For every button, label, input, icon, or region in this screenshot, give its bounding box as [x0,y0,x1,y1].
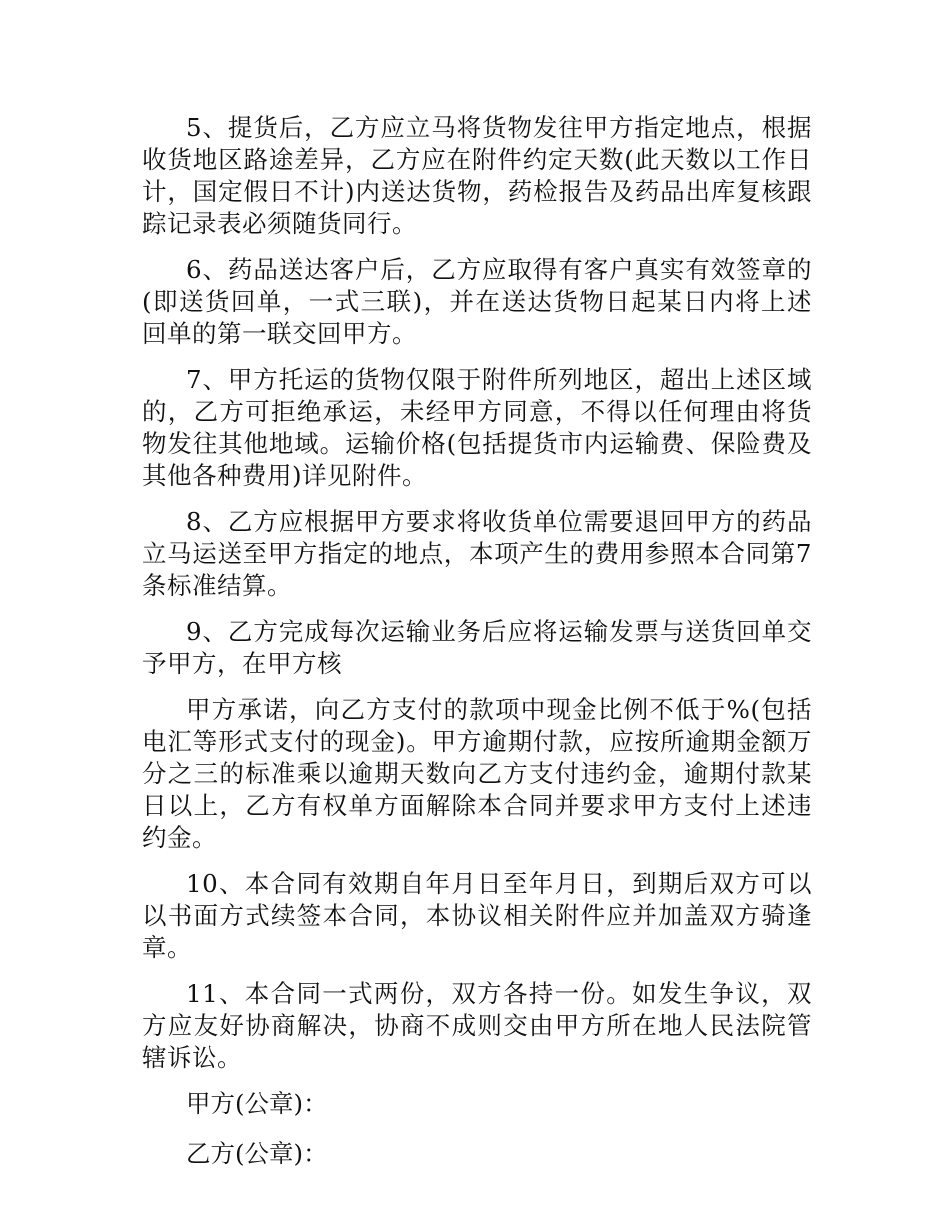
clause-11: 11、本合同一式两份，双方各持一份。如发生争议，双方应友好协商解决，协商不成则交由甲方所在地人民法院管辖诉讼。 [142,979,812,1072]
clause-6: 6、药品送达客户后，乙方应取得有客户真实有效签章的(即送货回单，一式三联)，并在送达货物日起某日内将上述回单的第一联交回甲方。 [142,255,812,348]
clause-5: 5、提货后，乙方应立马将货物发往甲方指定地点，根据收货地区路途差异，乙方应在附件约定天数(此天数以工作日计，国定假日不计)内送达货物，药检报告及药品出库复核跟踪记录表必须随货同行。 [142,113,812,238]
document-body [142,112,812,1188]
clause-10: 10、本合同有效期自年月日至年月日，到期后双方可以以书面方式续签本合同，本协议相关附件应并加盖双方骑逢章。 [142,869,812,962]
party-a-seal: 甲方(公章)： [186,1089,328,1118]
clause-8: 8、乙方应根据甲方要求将收货单位需要退回甲方的药品立马运送至甲方指定的地点，本项产生的费用参照本合同第7条标准结算。 [142,507,812,600]
party-b-seal: 乙方(公章)： [186,1139,328,1168]
clause-9: 9、乙方完成每次运输业务后应将运输发票与送货回单交予甲方，在甲方核 [142,617,812,678]
clause-7: 7、甲方托运的货物仅限于附件所列地区，超出上述区域的，乙方可拒绝承运，未经甲方同意，不得以任何理由将货物发往其他地域。运输价格(包括提货市内运输费、保险费及其他各种费用)详见附件。 [142,365,812,490]
payment-commitment: 甲方承诺，向乙方支付的款项中现金比例不低于%(包括电汇等形式支付的现金)。甲方逾期付款，应按所逾期金额万分之三的标准乘以逾期天数向乙方支付违约金，逾期付款某日以上，乙方有权单方面解除本合同并要求甲方支付上述违约金。 [142,695,812,852]
